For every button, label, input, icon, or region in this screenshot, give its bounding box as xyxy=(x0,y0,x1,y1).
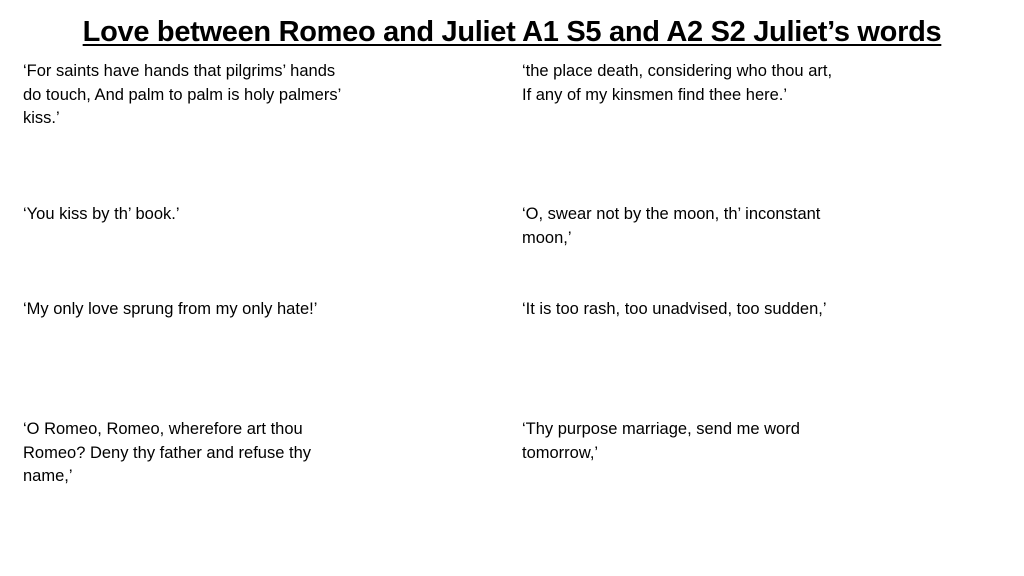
slide-title: Love between Romeo and Juliet A1 S5 and A2 S2 Juliet’s words xyxy=(82,16,942,48)
quote-left-1: ‘For saints have hands that pilgrims’ hands do touch, And palm to palm is holy palmers’ kiss.’ xyxy=(23,62,342,127)
quote-right-4: ‘Thy purpose marriage, send me word tomorrow,’ xyxy=(522,420,800,462)
quote-left-2: ‘You kiss by th’ book.’ xyxy=(23,205,180,223)
quote-left-3: ‘My only love sprung from my only hate!’ xyxy=(23,300,318,318)
quote-right-3: ‘It is too rash, too unadvised, too sudden,’ xyxy=(522,300,827,318)
quote-right-2: ‘O, swear not by the moon, th’ inconstant moon,’ xyxy=(522,205,821,247)
quote-right-1: ‘the place death, considering who thou art, If any of my kinsmen find thee here.’ xyxy=(522,62,833,104)
quote-left-4: ‘O Romeo, Romeo, wherefore art thou Romeo? Deny thy father and refuse thy name,’ xyxy=(23,420,311,485)
